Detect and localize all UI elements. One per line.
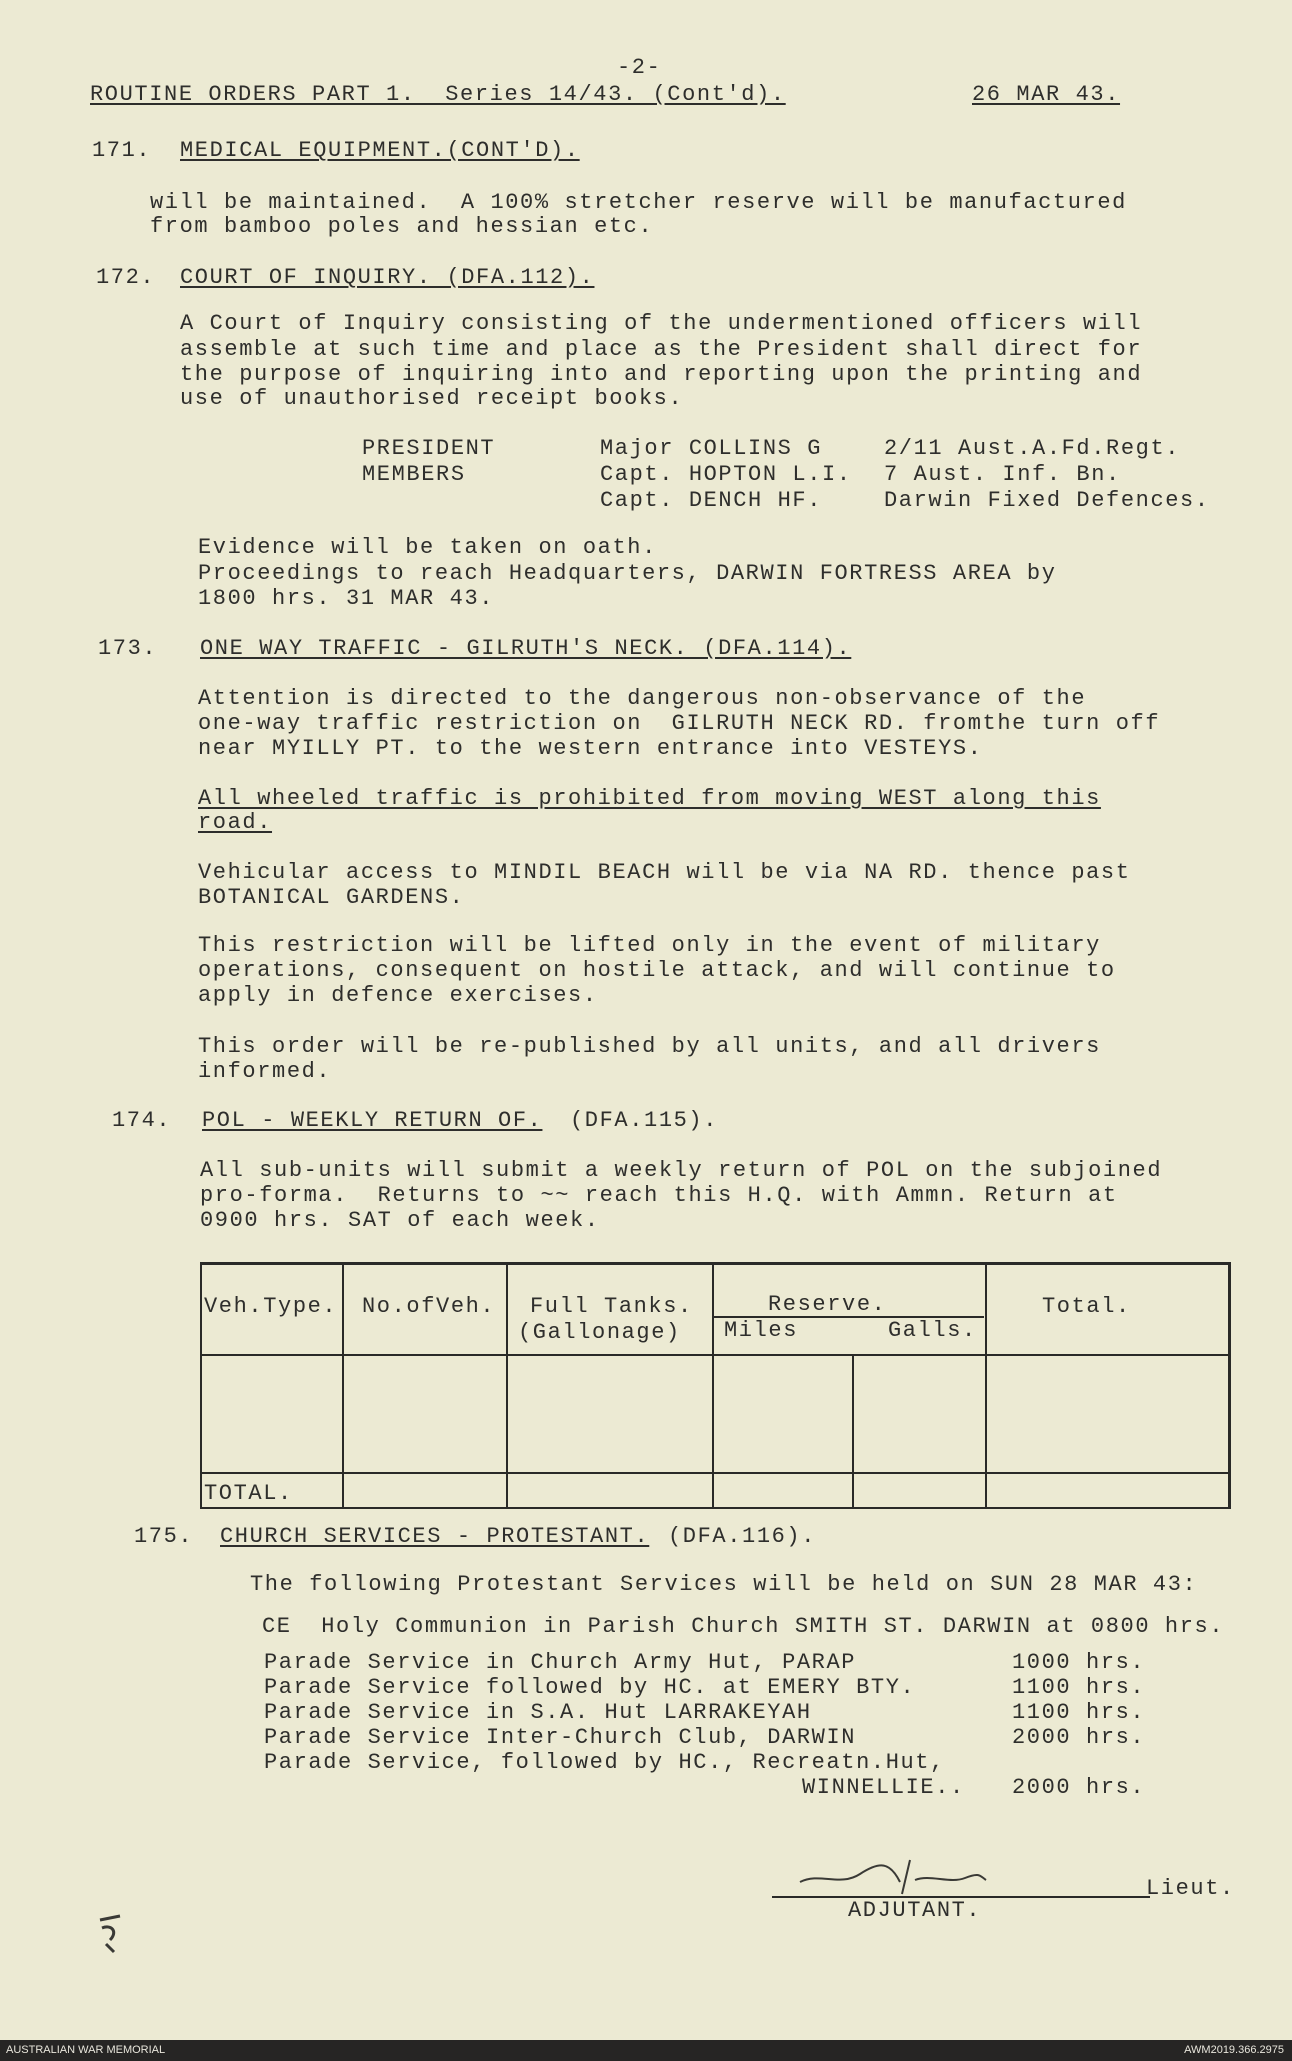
col-full-tanks-sub: (Gallonage) bbox=[518, 1320, 681, 1345]
section-171-number: 171. bbox=[92, 138, 152, 163]
court-name: Capt. HOPTON L.I. bbox=[600, 462, 852, 487]
row-total: TOTAL. bbox=[204, 1481, 293, 1506]
section-175-number: 175. bbox=[134, 1524, 194, 1549]
section-173-para: road. bbox=[198, 810, 273, 835]
section-173-title: ONE WAY TRAFFIC - GILRUTH'S NECK. (DFA.114). bbox=[200, 636, 852, 661]
section-172-after: 1800 hrs. 31 MAR 43. bbox=[198, 586, 495, 611]
section-173-para: BOTANICAL GARDENS. bbox=[198, 885, 465, 910]
section-172-after: Proceedings to reach Headquarters, DARWIN FORTRESS AREA by bbox=[198, 561, 1057, 586]
section-173-para: This restriction will be lifted only in the event of military bbox=[198, 933, 1101, 958]
section-174-title: POL - WEEKLY RETURN OF. bbox=[202, 1108, 543, 1133]
pencil-marks bbox=[92, 1910, 132, 1960]
section-172-line: A Court of Inquiry consisting of the undermentioned officers will bbox=[180, 311, 1143, 336]
section-175-intro: The following Protestant Services will be held on SUN 28 MAR 43: bbox=[250, 1572, 1198, 1597]
section-174-line: pro-forma. Returns to ~~ reach this H.Q. with Ammn. Return at bbox=[200, 1183, 1118, 1208]
section-174-number: 174. bbox=[112, 1108, 172, 1133]
col-total: Total. bbox=[1042, 1294, 1131, 1319]
section-173-para: Vehicular access to MINDIL BEACH will be via NA RD. thence past bbox=[198, 860, 1131, 885]
section-172-title: COURT OF INQUIRY. (DFA.112). bbox=[180, 265, 595, 290]
col-full-tanks: Full Tanks. bbox=[530, 1294, 693, 1319]
section-172-line: assemble at such time and place as the President shall direct for bbox=[180, 337, 1143, 362]
section-172-line: use of unauthorised receipt books. bbox=[180, 386, 684, 411]
section-173-para: operations, consequent on hostile attack, and will continue to bbox=[198, 958, 1116, 983]
service-time: 2000 hrs. bbox=[1012, 1775, 1146, 1800]
court-name: Capt. DENCH HF. bbox=[600, 488, 823, 513]
section-172-number: 172. bbox=[96, 265, 156, 290]
header-date: 26 MAR 43. bbox=[972, 82, 1121, 107]
section-171-line: from bamboo poles and hessian etc. bbox=[150, 214, 654, 239]
section-175-ce: CE Holy Communion in Parish Church SMITH ST. DARWIN at 0800 hrs. bbox=[262, 1614, 1225, 1639]
section-172-after: Evidence will be taken on oath. bbox=[198, 535, 657, 560]
col-miles: Miles bbox=[724, 1318, 799, 1343]
service-time: 2000 hrs. bbox=[1012, 1725, 1146, 1750]
header-left: ROUTINE ORDERS PART 1. Series 14/43. (Cont'd). bbox=[90, 82, 786, 107]
signature-title: ADJUTANT. bbox=[848, 1898, 982, 1923]
section-171-line: will be maintained. A 100% stretcher reserve will be manufactured bbox=[150, 190, 1127, 215]
section-173-para: apply in defence exercises. bbox=[198, 983, 598, 1008]
court-unit: Darwin Fixed Defences. bbox=[884, 488, 1210, 513]
col-reserve: Reserve. bbox=[768, 1292, 887, 1317]
service-text: WINNELLIE.. bbox=[802, 1775, 965, 1800]
section-174-ref: (DFA.115). bbox=[570, 1108, 719, 1133]
section-174-line: All sub-units will submit a weekly return of POL on the subjoined bbox=[200, 1158, 1163, 1183]
col-no-veh: No.ofVeh. bbox=[362, 1294, 496, 1319]
service-text: Parade Service, followed by HC., Recreatn.Hut, bbox=[264, 1750, 945, 1775]
court-role: MEMBERS bbox=[362, 462, 466, 487]
section-173-para: one-way traffic restriction on GILRUTH NECK RD. fromthe turn off bbox=[198, 711, 1161, 736]
court-unit: 2/11 Aust.A.Fd.Regt. bbox=[884, 436, 1181, 461]
page-number: -2- bbox=[617, 55, 662, 80]
section-173-number: 173. bbox=[98, 636, 158, 661]
section-173-para: near MYILLY PT. to the western entrance into VESTEYS. bbox=[198, 736, 983, 761]
service-time: 1000 hrs. bbox=[1012, 1650, 1146, 1675]
handwritten-signature bbox=[790, 1852, 990, 1902]
court-role: PRESIDENT bbox=[362, 436, 496, 461]
section-175-title: CHURCH SERVICES - PROTESTANT. bbox=[220, 1524, 650, 1549]
col-veh-type: Veh.Type. bbox=[204, 1294, 338, 1319]
archive-footer bbox=[0, 2040, 1292, 2061]
service-time: 1100 hrs. bbox=[1012, 1700, 1146, 1725]
section-172-line: the purpose of inquiring into and reporting upon the printing and bbox=[180, 362, 1143, 387]
section-173-para: informed. bbox=[198, 1059, 332, 1084]
service-time: 1100 hrs. bbox=[1012, 1675, 1146, 1700]
section-173-para: All wheeled traffic is prohibited from moving WEST along this bbox=[198, 786, 1101, 811]
service-text: Parade Service followed by HC. at EMERY BTY. bbox=[264, 1675, 916, 1700]
footer-left: AUSTRALIAN WAR MEMORIAL bbox=[6, 2044, 166, 2056]
col-galls: Galls. bbox=[888, 1318, 977, 1343]
section-175-ref: (DFA.116). bbox=[668, 1524, 817, 1549]
section-173-para: This order will be re-published by all units, and all drivers bbox=[198, 1034, 1101, 1059]
service-text: Parade Service in S.A. Hut LARRAKEYAH bbox=[264, 1700, 812, 1725]
service-text: Parade Service Inter-Church Club, DARWIN bbox=[264, 1725, 857, 1750]
court-unit: 7 Aust. Inf. Bn. bbox=[884, 462, 1121, 487]
section-174-line: 0900 hrs. SAT of each week. bbox=[200, 1208, 600, 1233]
court-name: Major COLLINS G bbox=[600, 436, 823, 461]
footer-right: AWM2019.366.2975 bbox=[1184, 2044, 1284, 2056]
signature-rank: Lieut. bbox=[1146, 1876, 1235, 1901]
service-text: Parade Service in Church Army Hut, PARAP bbox=[264, 1650, 857, 1675]
section-173-para: Attention is directed to the dangerous non-observance of the bbox=[198, 686, 1087, 711]
section-171-title: MEDICAL EQUIPMENT.(CONT'D). bbox=[180, 138, 580, 163]
